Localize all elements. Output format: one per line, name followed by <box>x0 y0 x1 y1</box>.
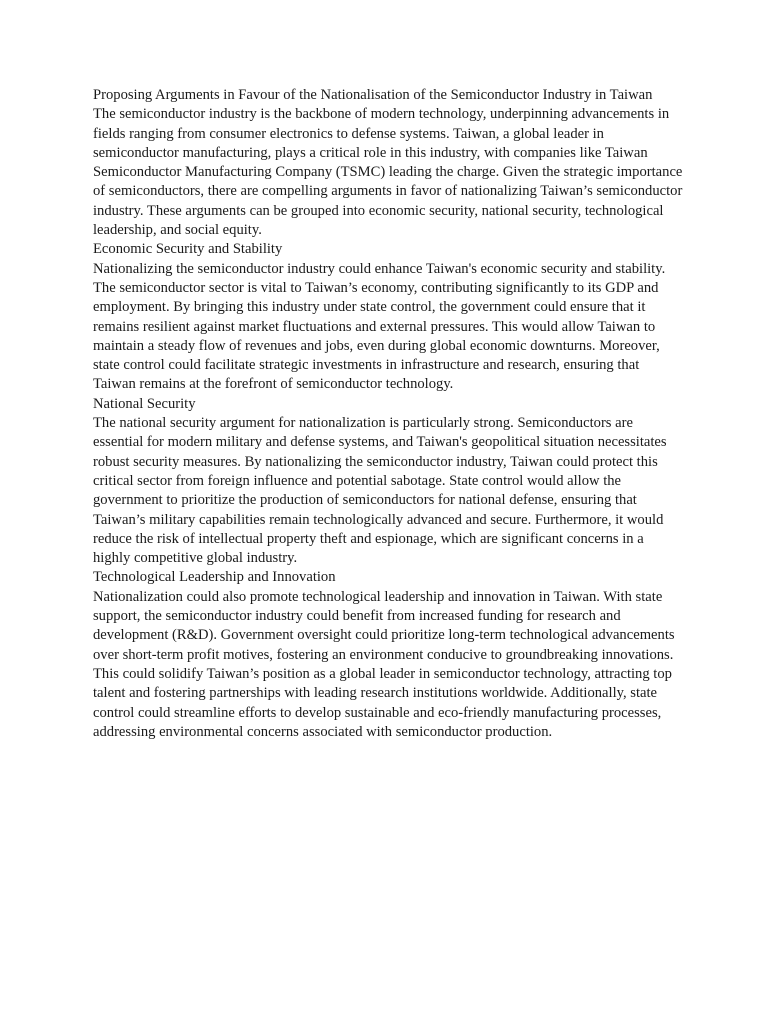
section-body-technological-leadership: Nationalization could also promote technological leadership and innovation in Taiwan. With state support, the semiconductor industry could benefit from increased funding for research and development (R&D). Government oversight could prioritize long-term technological advancements over short-term profit motives, fostering an environment conducive to groundbreaking innovations. This could solidify Taiwan’s position as a global leader in semiconductor technology, attracting top talent and fostering partnerships with leading research institutions worldwide. Additionally, state control could streamline efforts to develop sustainable and eco-friendly manufacturing processes, addressing environmental concerns associated with semiconductor production. <box>93 588 675 740</box>
section-body-national-security: The national security argument for nationalization is particularly strong. Semiconductors are essential for modern military and defense systems, and Taiwan's geopolitical situation necessitates robust security measures. By nationalizing the semiconductor industry, Taiwan could protect this critical sector from foreign influence and potential sabotage. State control would allow the government to prioritize the production of semiconductors for national defense, ensuring that Taiwan’s military capabilities remain technologically advanced and secure. Furthermore, it would reduce the risk of intellectual property theft and espionage, which are significant concerns in a highly competitive global industry. <box>93 415 667 567</box>
document-title: Proposing Arguments in Favour of the Nationalisation of the Semiconductor Industry in Taiwan <box>93 87 653 103</box>
section-heading-technological-leadership: Technological Leadership and Innovation <box>93 569 336 586</box>
document-body <box>93 86 683 742</box>
section-heading-national-security: National Security <box>93 395 196 412</box>
section-heading-economic-security: Economic Security and Stability <box>93 241 283 258</box>
intro-paragraph: The semiconductor industry is the backbone of modern technology, underpinning advancements in fields ranging from consumer electronics to defense systems. Taiwan, a global leader in semiconductor manufacturing, plays a critical role in this industry, with companies like Taiwan Semiconductor Manufacturing Company (TSMC) leading the charge. Given the strategic importance of semiconductors, there are compelling arguments in favor of nationalizing Taiwan’s semiconductor industry. These arguments can be grouped into economic security, national security, technological leadership, and social equity. <box>93 106 683 239</box>
section-body-economic-security: Nationalizing the semiconductor industry could enhance Taiwan's economic security and stability. The semiconductor sector is vital to Taiwan’s economy, contributing significantly to its GDP and employment. By bringing this industry under state control, the government could ensure that it remains resilient against market fluctuations and external pressures. This would allow Taiwan to maintain a steady flow of revenues and jobs, even during global economic downturns. Moreover, state control could facilitate strategic investments in infrastructure and research, ensuring that Taiwan remains at the forefront of semiconductor technology. <box>93 260 666 393</box>
